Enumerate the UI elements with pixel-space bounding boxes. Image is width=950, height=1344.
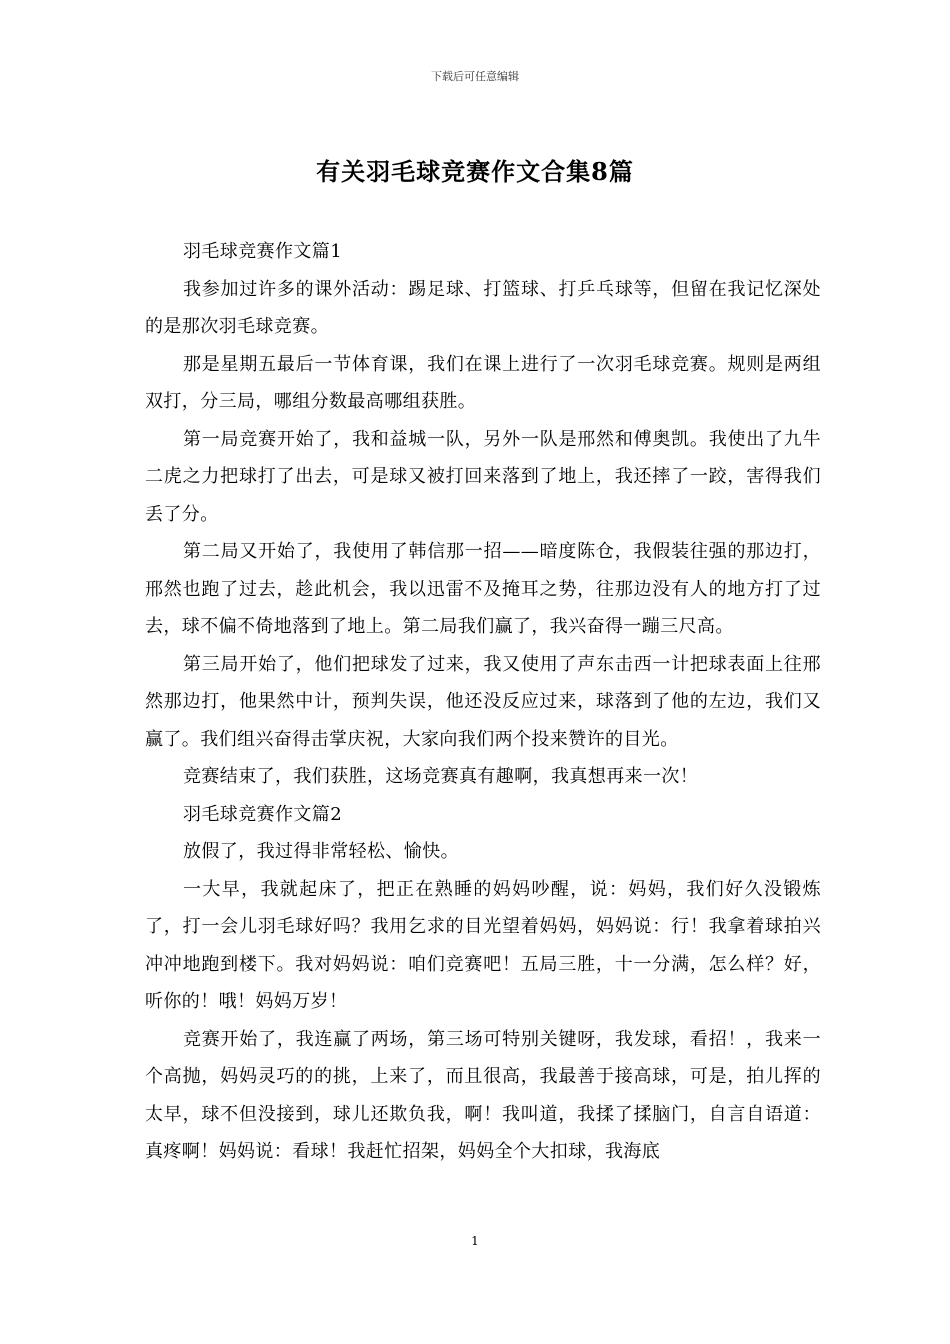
section-heading: 羽毛球竞赛作文篇2 [183, 803, 343, 825]
paragraph: 放假了，我过得非常轻松、愉快。 [183, 841, 459, 862]
document-body [145, 233, 821, 1171]
paragraph: 一大早，我就起床了，把正在熟睡的妈妈吵醒，说：妈妈，我们好久没锻炼了，打一会儿羽毛球好吗？我用乞求的目光望着妈妈，妈妈说：行！我拿着球拍兴冲冲地跑到楼下。我对妈妈说：咱们竞赛吧！五局三胜，十一分满，怎么样？好，听你的！哦！妈妈万岁！ [145, 878, 821, 1012]
paragraph: 第一局竞赛开始了，我和益城一队，另外一队是邢然和傅奥凯。我使出了九牛二虎之力把球打了出去，可是球又被打回来落到了地上，我还摔了一跤，害得我们丢了分。 [145, 428, 821, 525]
page-number: 1 [471, 1234, 479, 1248]
paragraph: 那是星期五最后一节体育课，我们在课上进行了一次羽毛球竞赛。规则是两组双打，分三局，哪组分数最高哪组获胜。 [145, 353, 821, 412]
paragraph: 第三局开始了，他们把球发了过来，我又使用了声东击西一计把球表面上往邢然那边打，他果然中计，预判失误，他还没反应过来，球落到了他的左边，我们又赢了。我们组兴奋得击掌庆祝，大家向我们两个投来赞许的目光。 [145, 653, 821, 750]
header-note: 下载后可任意编辑 [431, 70, 519, 83]
section-heading: 羽毛球竞赛作文篇1 [183, 241, 343, 262]
document-title: 有关羽毛球竞赛作文合集8篇 [316, 157, 634, 186]
paragraph: 竞赛开始了，我连赢了两场，第三场可特别关键呀，我发球，看招！，我来一个高抛，妈妈灵巧的的挑，上来了，而且很高，我最善于接高球，可是，拍儿挥的太早，球不但没接到，球儿还欺负我，啊！我叫道，我揉了揉脑门，自言自语道：真疼啊！妈妈说：看球！我赶忙招架，妈妈全个大扣球，我海底 [145, 1028, 821, 1162]
paragraph: 我参加过许多的课外活动：踢足球、打篮球、打乒乓球等，但留在我记忆深处的是那次羽毛球竞赛。 [145, 278, 821, 337]
paragraph: 竞赛结束了，我们获胜，这场竞赛真有趣啊，我真想再来一次！ [183, 766, 699, 787]
paragraph: 第二局又开始了，我使用了韩信那一招——暗度陈仓，我假装往强的那边打，邢然也跑了过去，趁此机会，我以迅雷不及掩耳之势，往那边没有人的地方打了过去，球不偏不倚地落到了地上。第二局我们赢了，我兴奋得一蹦三尺高。 [145, 541, 821, 637]
